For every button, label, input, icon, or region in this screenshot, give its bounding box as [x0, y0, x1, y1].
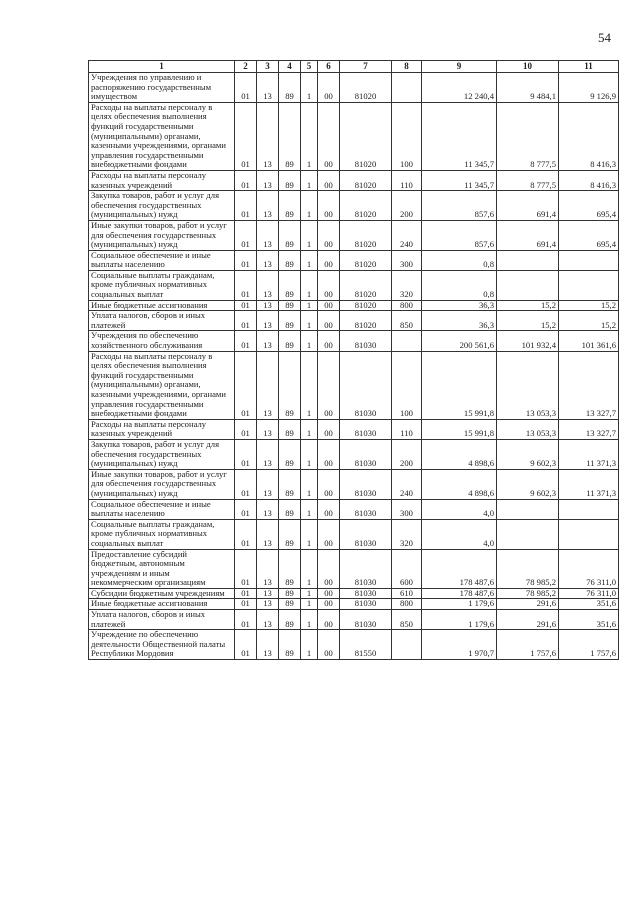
row-value-cell: [497, 250, 559, 270]
row-value-cell: 00: [318, 170, 340, 190]
row-value-cell: 11 345,7: [422, 102, 497, 170]
row-value-cell: 89: [279, 630, 301, 660]
row-value-cell: 81030: [340, 588, 392, 599]
table-row: [89, 599, 619, 610]
row-value-cell: 81030: [340, 469, 392, 499]
table-row: [89, 270, 619, 300]
row-value-cell: 00: [318, 610, 340, 630]
row-value-cell: 200: [392, 439, 422, 469]
row-value-cell: 15 991,8: [422, 351, 497, 419]
header-cell: 11: [559, 61, 619, 73]
row-value-cell: 13: [257, 499, 279, 519]
row-value-cell: 0,8: [422, 250, 497, 270]
row-value-cell: 100: [392, 351, 422, 419]
row-value-cell: 800: [392, 300, 422, 311]
row-value-cell: 01: [235, 220, 257, 250]
row-value-cell: 13: [257, 270, 279, 300]
row-value-cell: 76 311,0: [559, 588, 619, 599]
row-value-cell: [559, 270, 619, 300]
row-value-cell: 240: [392, 469, 422, 499]
row-value-cell: 9 602,3: [497, 469, 559, 499]
row-value-cell: [392, 73, 422, 103]
row-name-cell: Учреждение по обеспечению деятельности Общественной палаты Республики Мордовия: [89, 630, 235, 660]
row-value-cell: 800: [392, 599, 422, 610]
row-value-cell: 13: [257, 439, 279, 469]
row-value-cell: 81020: [340, 102, 392, 170]
row-value-cell: 89: [279, 351, 301, 419]
row-value-cell: 81020: [340, 300, 392, 311]
row-value-cell: 01: [235, 351, 257, 419]
table-row: [89, 191, 619, 221]
row-value-cell: 00: [318, 599, 340, 610]
row-value-cell: 1: [301, 191, 318, 221]
row-value-cell: 36,3: [422, 300, 497, 311]
row-name-cell: Закупка товаров, работ и услуг для обеспечения государственных (муниципальных) нужд: [89, 191, 235, 221]
row-value-cell: 76 311,0: [559, 549, 619, 588]
row-name-cell: Субсидии бюджетным учреждениям: [89, 588, 235, 599]
row-value-cell: 4,0: [422, 519, 497, 549]
row-value-cell: 1: [301, 351, 318, 419]
row-value-cell: 13 053,3: [497, 351, 559, 419]
row-value-cell: 850: [392, 311, 422, 331]
row-value-cell: 13: [257, 311, 279, 331]
row-value-cell: 13: [257, 191, 279, 221]
table-row: [89, 549, 619, 588]
row-value-cell: 4,0: [422, 499, 497, 519]
table-row: [89, 170, 619, 190]
header-row: [89, 61, 619, 73]
row-value-cell: 89: [279, 469, 301, 499]
table-row: [89, 610, 619, 630]
row-value-cell: 4 898,6: [422, 469, 497, 499]
table-row: [89, 102, 619, 170]
row-value-cell: 1: [301, 331, 318, 351]
table-row: [89, 331, 619, 351]
row-value-cell: 13 327,7: [559, 351, 619, 419]
row-value-cell: 1: [301, 270, 318, 300]
row-value-cell: 00: [318, 588, 340, 599]
table-row: [89, 519, 619, 549]
row-value-cell: 81030: [340, 439, 392, 469]
row-value-cell: 01: [235, 170, 257, 190]
row-value-cell: 89: [279, 250, 301, 270]
row-name-cell: Социальные выплаты гражданам, кроме публичных нормативных социальных выплат: [89, 270, 235, 300]
row-value-cell: 01: [235, 469, 257, 499]
row-value-cell: 89: [279, 300, 301, 311]
row-value-cell: 13: [257, 73, 279, 103]
row-value-cell: 13: [257, 170, 279, 190]
row-value-cell: 13: [257, 519, 279, 549]
row-value-cell: 01: [235, 311, 257, 331]
row-value-cell: 01: [235, 519, 257, 549]
row-name-cell: Расходы на выплаты персоналу казенных учреждений: [89, 419, 235, 439]
row-value-cell: 13: [257, 599, 279, 610]
row-value-cell: 01: [235, 331, 257, 351]
row-value-cell: 600: [392, 549, 422, 588]
header-cell: 5: [301, 61, 318, 73]
header-cell: 4: [279, 61, 301, 73]
header-cell: 9: [422, 61, 497, 73]
row-value-cell: 1: [301, 519, 318, 549]
row-value-cell: 13: [257, 419, 279, 439]
table-row: [89, 630, 619, 660]
row-value-cell: 110: [392, 419, 422, 439]
row-value-cell: 00: [318, 549, 340, 588]
table-row: [89, 499, 619, 519]
row-value-cell: [559, 519, 619, 549]
row-value-cell: 100: [392, 102, 422, 170]
row-value-cell: 89: [279, 73, 301, 103]
row-value-cell: 11 371,3: [559, 469, 619, 499]
row-value-cell: 81030: [340, 610, 392, 630]
row-value-cell: 1: [301, 250, 318, 270]
row-value-cell: 89: [279, 170, 301, 190]
row-value-cell: 89: [279, 499, 301, 519]
row-value-cell: 01: [235, 73, 257, 103]
row-value-cell: 351,6: [559, 610, 619, 630]
row-value-cell: 1: [301, 630, 318, 660]
row-value-cell: 610: [392, 588, 422, 599]
row-value-cell: 13: [257, 351, 279, 419]
row-name-cell: Предоставление субсидий бюджетным, автономным учреждениям и иным некоммерческим организациям: [89, 549, 235, 588]
row-value-cell: 81020: [340, 220, 392, 250]
row-value-cell: 00: [318, 499, 340, 519]
row-value-cell: 240: [392, 220, 422, 250]
row-value-cell: 13: [257, 102, 279, 170]
table-row: [89, 300, 619, 311]
row-value-cell: 00: [318, 191, 340, 221]
row-value-cell: 13: [257, 610, 279, 630]
header-cell: 8: [392, 61, 422, 73]
row-value-cell: 13: [257, 588, 279, 599]
row-name-cell: Расходы на выплаты персоналу в целях обеспечения выполнения функций государственными (муниципальными) органами, казенными учреждениями, органами управления государственными внебюджетными фондами: [89, 102, 235, 170]
row-value-cell: 351,6: [559, 599, 619, 610]
header-cell: 2: [235, 61, 257, 73]
row-value-cell: 00: [318, 439, 340, 469]
row-value-cell: 89: [279, 519, 301, 549]
row-value-cell: 81020: [340, 191, 392, 221]
row-value-cell: 291,6: [497, 610, 559, 630]
row-value-cell: 1 970,7: [422, 630, 497, 660]
table-row: [89, 73, 619, 103]
row-value-cell: 81020: [340, 311, 392, 331]
row-value-cell: 1 179,6: [422, 610, 497, 630]
row-value-cell: 13: [257, 549, 279, 588]
row-value-cell: 36,3: [422, 311, 497, 331]
row-value-cell: 850: [392, 610, 422, 630]
row-value-cell: 00: [318, 102, 340, 170]
row-value-cell: 89: [279, 311, 301, 331]
row-value-cell: 01: [235, 270, 257, 300]
row-value-cell: 857,6: [422, 191, 497, 221]
row-value-cell: 81030: [340, 419, 392, 439]
row-value-cell: 01: [235, 250, 257, 270]
table-row: [89, 588, 619, 599]
row-value-cell: 00: [318, 419, 340, 439]
row-value-cell: 81550: [340, 630, 392, 660]
row-value-cell: 13 053,3: [497, 419, 559, 439]
header-cell: 1: [89, 61, 235, 73]
row-value-cell: 81030: [340, 519, 392, 549]
row-value-cell: 13: [257, 630, 279, 660]
row-value-cell: 15,2: [559, 311, 619, 331]
row-value-cell: 101 932,4: [497, 331, 559, 351]
row-value-cell: 1: [301, 170, 318, 190]
row-value-cell: 01: [235, 588, 257, 599]
table-row: [89, 220, 619, 250]
row-name-cell: Учреждения по управлению и распоряжению государственным имуществом: [89, 73, 235, 103]
row-value-cell: 9 126,9: [559, 73, 619, 103]
row-value-cell: 4 898,6: [422, 439, 497, 469]
row-value-cell: 00: [318, 630, 340, 660]
row-value-cell: 13: [257, 469, 279, 499]
row-value-cell: 9 602,3: [497, 439, 559, 469]
row-value-cell: 1: [301, 73, 318, 103]
row-value-cell: 691,4: [497, 220, 559, 250]
row-value-cell: 01: [235, 439, 257, 469]
row-value-cell: [392, 630, 422, 660]
row-value-cell: 8 777,5: [497, 102, 559, 170]
row-value-cell: 00: [318, 311, 340, 331]
row-value-cell: 300: [392, 250, 422, 270]
table-row: [89, 469, 619, 499]
row-name-cell: Учреждения по обеспечению хозяйственного обслуживания: [89, 331, 235, 351]
row-value-cell: 81030: [340, 331, 392, 351]
row-value-cell: 9 484,1: [497, 73, 559, 103]
row-value-cell: 1 757,6: [559, 630, 619, 660]
row-value-cell: 89: [279, 102, 301, 170]
row-value-cell: 8 416,3: [559, 170, 619, 190]
row-name-cell: Социальное обеспечение и иные выплаты населению: [89, 499, 235, 519]
row-value-cell: 01: [235, 102, 257, 170]
row-value-cell: 89: [279, 220, 301, 250]
row-value-cell: 89: [279, 599, 301, 610]
row-value-cell: [392, 331, 422, 351]
row-value-cell: 12 240,4: [422, 73, 497, 103]
row-name-cell: Уплата налогов, сборов и иных платежей: [89, 610, 235, 630]
row-value-cell: 89: [279, 419, 301, 439]
row-value-cell: 1 757,6: [497, 630, 559, 660]
row-value-cell: 13 327,7: [559, 419, 619, 439]
row-value-cell: 01: [235, 499, 257, 519]
row-value-cell: 01: [235, 610, 257, 630]
row-value-cell: 695,4: [559, 220, 619, 250]
row-value-cell: 691,4: [497, 191, 559, 221]
row-value-cell: 1 179,6: [422, 599, 497, 610]
row-value-cell: 00: [318, 519, 340, 549]
row-value-cell: 01: [235, 549, 257, 588]
row-value-cell: 89: [279, 610, 301, 630]
row-value-cell: 15 991,8: [422, 419, 497, 439]
row-value-cell: 00: [318, 469, 340, 499]
row-value-cell: 1: [301, 102, 318, 170]
row-value-cell: 89: [279, 439, 301, 469]
row-value-cell: 81030: [340, 599, 392, 610]
row-value-cell: 81020: [340, 270, 392, 300]
row-value-cell: 13: [257, 331, 279, 351]
row-value-cell: 11 371,3: [559, 439, 619, 469]
row-value-cell: 15,2: [497, 311, 559, 331]
row-value-cell: 01: [235, 300, 257, 311]
row-value-cell: 13: [257, 220, 279, 250]
row-value-cell: 00: [318, 351, 340, 419]
row-value-cell: 11 345,7: [422, 170, 497, 190]
row-value-cell: 1: [301, 599, 318, 610]
row-value-cell: [559, 250, 619, 270]
row-value-cell: 1: [301, 549, 318, 588]
row-value-cell: 320: [392, 519, 422, 549]
row-value-cell: 81030: [340, 549, 392, 588]
row-value-cell: 00: [318, 331, 340, 351]
row-value-cell: 81020: [340, 73, 392, 103]
row-value-cell: 291,6: [497, 599, 559, 610]
row-value-cell: 15,2: [559, 300, 619, 311]
row-value-cell: 13: [257, 300, 279, 311]
row-value-cell: 320: [392, 270, 422, 300]
row-value-cell: 101 361,6: [559, 331, 619, 351]
row-value-cell: 81020: [340, 170, 392, 190]
row-name-cell: Иные закупки товаров, работ и услуг для обеспечения государственных (муниципальных) нужд: [89, 220, 235, 250]
row-value-cell: 110: [392, 170, 422, 190]
table-row: [89, 419, 619, 439]
row-value-cell: 89: [279, 191, 301, 221]
row-value-cell: 200 561,6: [422, 331, 497, 351]
row-value-cell: 00: [318, 300, 340, 311]
row-value-cell: 1: [301, 469, 318, 499]
row-value-cell: 81030: [340, 351, 392, 419]
page-number: 54: [598, 30, 611, 45]
row-value-cell: 1: [301, 220, 318, 250]
table-row: [89, 351, 619, 419]
row-value-cell: 89: [279, 331, 301, 351]
row-value-cell: 1: [301, 499, 318, 519]
row-value-cell: 00: [318, 220, 340, 250]
row-value-cell: 300: [392, 499, 422, 519]
row-value-cell: 89: [279, 270, 301, 300]
row-value-cell: 8 777,5: [497, 170, 559, 190]
row-name-cell: Социальное обеспечение и иные выплаты населению: [89, 250, 235, 270]
row-value-cell: 01: [235, 419, 257, 439]
row-name-cell: Иные бюджетные ассигнования: [89, 300, 235, 311]
row-value-cell: 695,4: [559, 191, 619, 221]
row-value-cell: 01: [235, 630, 257, 660]
row-value-cell: [497, 519, 559, 549]
row-value-cell: 01: [235, 191, 257, 221]
row-value-cell: 81030: [340, 499, 392, 519]
row-name-cell: Расходы на выплаты персоналу казенных учреждений: [89, 170, 235, 190]
row-value-cell: 78 985,2: [497, 588, 559, 599]
header-cell: 10: [497, 61, 559, 73]
row-value-cell: 1: [301, 610, 318, 630]
row-value-cell: [497, 270, 559, 300]
row-value-cell: 200: [392, 191, 422, 221]
row-value-cell: 1: [301, 439, 318, 469]
row-value-cell: [559, 499, 619, 519]
row-value-cell: 81020: [340, 250, 392, 270]
row-value-cell: 78 985,2: [497, 549, 559, 588]
row-value-cell: 8 416,3: [559, 102, 619, 170]
row-value-cell: 1: [301, 300, 318, 311]
row-value-cell: 01: [235, 599, 257, 610]
table-row: [89, 250, 619, 270]
row-name-cell: Закупка товаров, работ и услуг для обеспечения государственных (муниципальных) нужд: [89, 439, 235, 469]
row-value-cell: 178 487,6: [422, 549, 497, 588]
row-value-cell: 178 487,6: [422, 588, 497, 599]
table-row: [89, 311, 619, 331]
header-cell: 6: [318, 61, 340, 73]
row-name-cell: Уплата налогов, сборов и иных платежей: [89, 311, 235, 331]
row-name-cell: Расходы на выплаты персоналу в целях обеспечения выполнения функций государственными (муниципальными) органами, казенными учреждениями, органами управления государственными внебюджетными фондами: [89, 351, 235, 419]
row-value-cell: 00: [318, 250, 340, 270]
row-value-cell: 1: [301, 419, 318, 439]
row-value-cell: [497, 499, 559, 519]
row-value-cell: 00: [318, 73, 340, 103]
row-value-cell: 13: [257, 250, 279, 270]
row-value-cell: 89: [279, 549, 301, 588]
row-value-cell: 89: [279, 588, 301, 599]
row-name-cell: Социальные выплаты гражданам, кроме публичных нормативных социальных выплат: [89, 519, 235, 549]
budget-table: [88, 60, 619, 660]
table-row: [89, 439, 619, 469]
row-value-cell: 00: [318, 270, 340, 300]
row-value-cell: 0,8: [422, 270, 497, 300]
row-value-cell: 1: [301, 588, 318, 599]
row-name-cell: Иные бюджетные ассигнования: [89, 599, 235, 610]
row-value-cell: 1: [301, 311, 318, 331]
header-cell: 3: [257, 61, 279, 73]
row-name-cell: Иные закупки товаров, работ и услуг для обеспечения государственных (муниципальных) нужд: [89, 469, 235, 499]
header-cell: 7: [340, 61, 392, 73]
row-value-cell: 15,2: [497, 300, 559, 311]
row-value-cell: 857,6: [422, 220, 497, 250]
